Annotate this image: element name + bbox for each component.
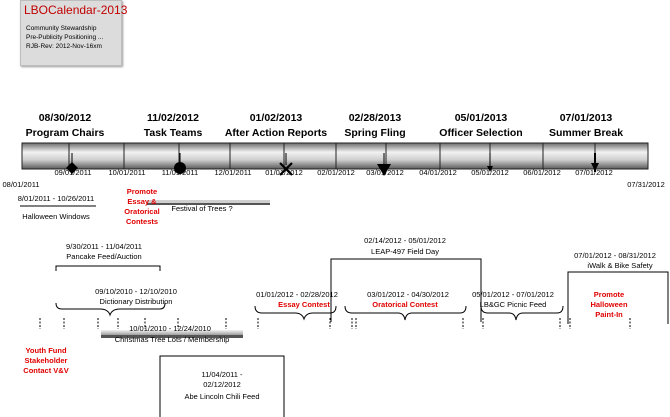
header-line-3: RJB-Rev: 2012-Nov-16xm [26, 43, 102, 50]
span-label-essay-contest: Essay Contest [278, 300, 330, 309]
milestone-date: 02/28/2013 [348, 112, 402, 124]
milestone-date: 07/01/2013 [559, 112, 613, 124]
span-range: 10/01/2010 - 12/24/2010 [129, 324, 211, 333]
milestone-date: 08/30/2012 [38, 112, 92, 124]
span-range: 01/01/2012 - 02/28/2012 [256, 290, 338, 299]
header-line-1: Community Stewardship [26, 25, 97, 32]
milestone-label: Program Chairs [25, 127, 105, 139]
axis-tick: 10/01/2011 [108, 168, 146, 177]
milestone-label: Summer Break [548, 127, 624, 139]
axis-tick: 01/01/2012 [265, 168, 303, 177]
span-label: Dictionary Distribution [99, 297, 173, 306]
axis-start-label: 08/01/2011 [2, 180, 40, 189]
axis-tick: 02/01/2012 [317, 168, 355, 177]
axis-end-label: 07/31/2012 [627, 180, 665, 189]
axis-tick: 04/01/2012 [419, 168, 457, 177]
span-range: 09/10/2010 - 12/10/2010 [95, 287, 177, 296]
span-range: 03/01/2012 - 04/30/2012 [367, 290, 449, 299]
span-label: iWalk & Bike Safety [587, 261, 653, 270]
span-range: 02/14/2012 - 05/01/2012 [364, 236, 446, 245]
axis-tick: 05/01/2012 [471, 168, 509, 177]
milestone-label: Task Teams [143, 127, 203, 139]
milestone-date: 05/01/2013 [454, 112, 508, 124]
axis-tick: 12/01/2011 [214, 168, 252, 177]
axis-tick: 11/01/2011 [161, 168, 199, 177]
span-label: LB&GC Picnic Feed [479, 300, 547, 309]
span-range: 11/04/2011 - 02/12/2012 [201, 370, 243, 389]
timeline-bar [22, 143, 648, 169]
axis-tick: 09/01/2011 [54, 168, 92, 177]
bracket-pancake-feed [56, 266, 160, 271]
callout-halloween-paint-in: Promote Halloween Paint-In [590, 290, 628, 319]
axis-tick: 06/01/2012 [523, 168, 561, 177]
milestone-date: 01/02/2013 [249, 112, 303, 124]
span-label-oratorical-contest: Oratorical Contest [372, 300, 438, 309]
milestone-date: 11/02/2012 [147, 112, 199, 124]
span-range: 8/01/2011 - 10/26/2011 [17, 194, 95, 203]
axis-tick: 07/01/2012 [575, 168, 613, 177]
span-label: LEAP-497 Field Day [371, 247, 439, 256]
span-label: Halloween Windows [22, 212, 90, 221]
span-range: 05/01/2012 - 07/01/2012 [472, 290, 554, 299]
span-label: Christmas Tree Lots / Membership [114, 335, 230, 344]
callout-youth-fund: Youth Fund Stakeholder Contact V&V [23, 346, 69, 375]
span-label: Abe Lincoln Chili Feed [184, 392, 260, 401]
callout-promote-contests: Promote Essay & Oratorical Contests [124, 187, 160, 226]
span-range: 9/30/2011 - 11/04/2011 [66, 242, 142, 251]
milestone-label: Officer Selection [439, 127, 523, 139]
header-line-2: Pre-Publicity Positioning ... [26, 34, 104, 41]
axis-tick: 03/01/2012 [366, 168, 404, 177]
milestone-label: Spring Fling [344, 127, 406, 139]
chart-title: LBOCalendar-2013 [24, 3, 128, 17]
milestone-label: After Action Reports [224, 127, 328, 139]
span-label: Pancake Feed/Auction [66, 252, 142, 261]
span-range: 07/01/2012 - 08/31/2012 [574, 251, 656, 260]
span-label: Festival of Trees ? [171, 204, 233, 213]
